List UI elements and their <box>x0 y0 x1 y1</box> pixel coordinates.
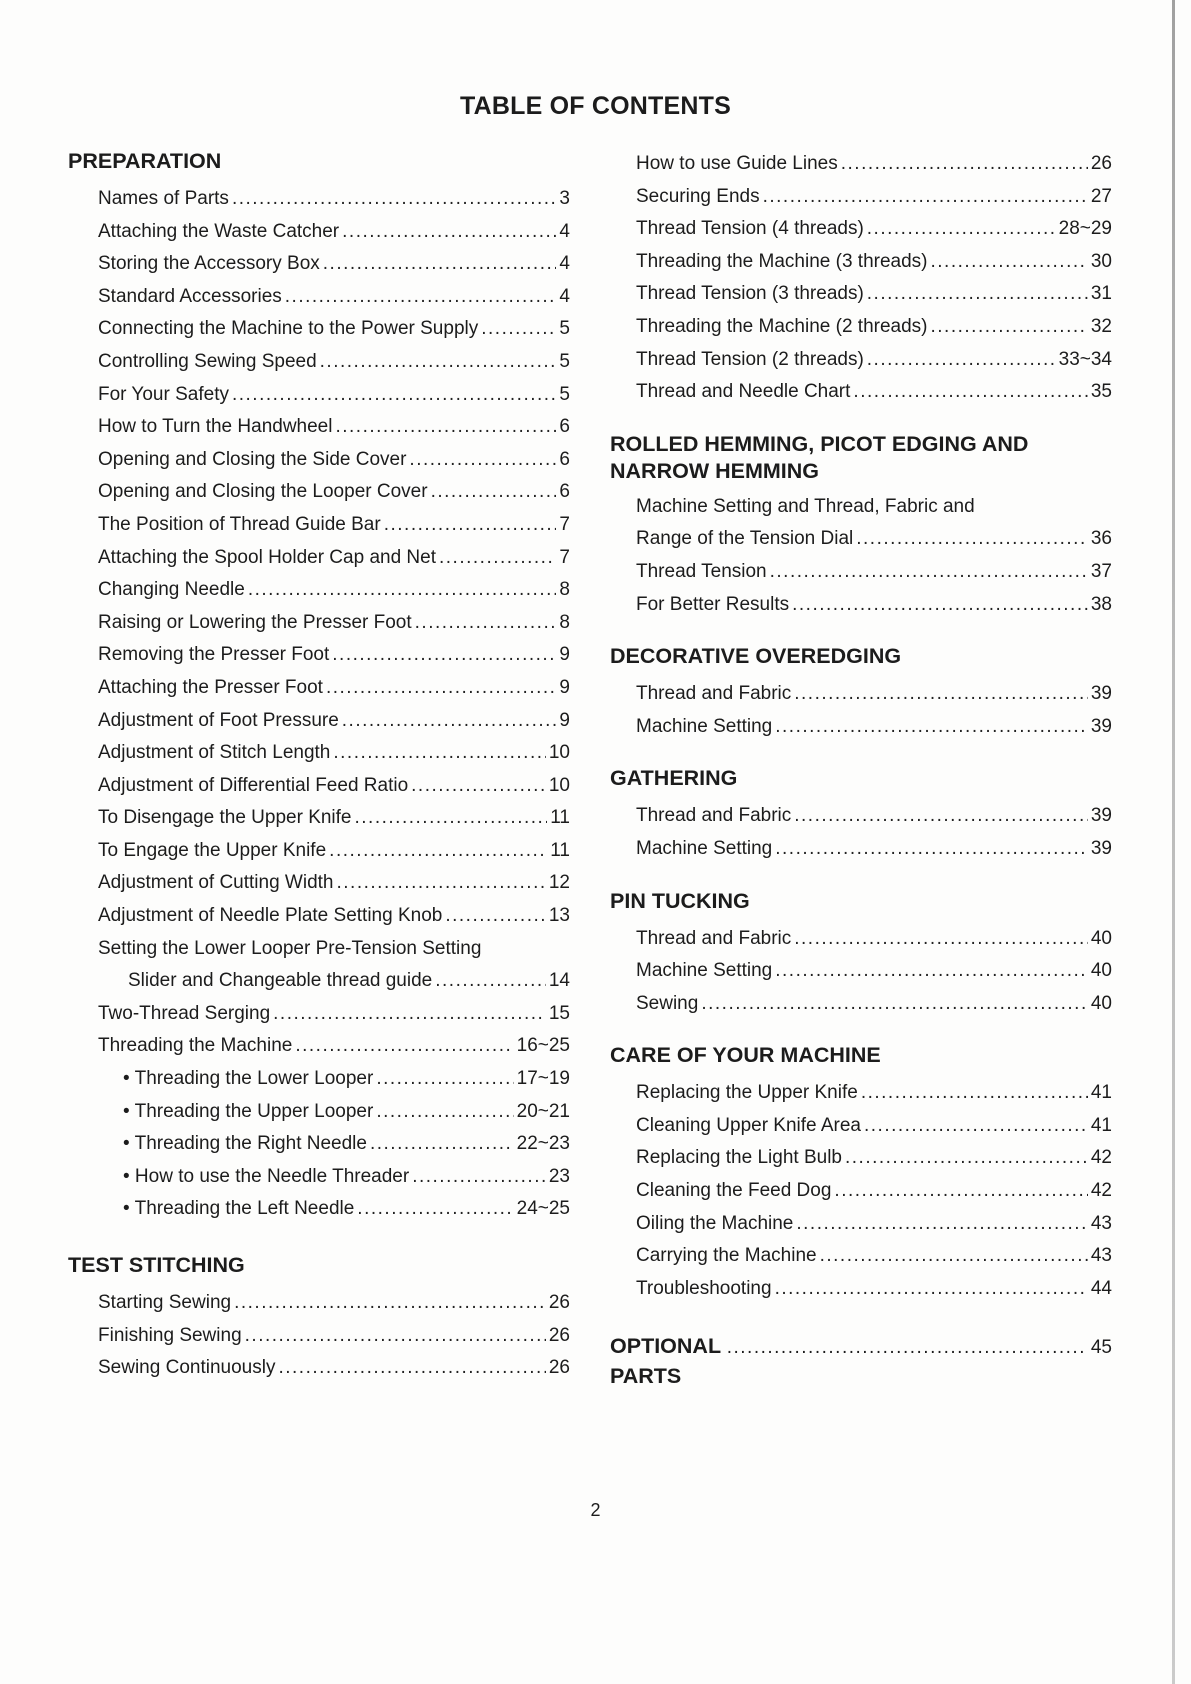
dot-leader <box>376 1096 513 1129</box>
section-rolled-hemming <box>610 431 1112 621</box>
toc-entry[interactable] <box>98 346 570 379</box>
toc-entry[interactable] <box>98 998 570 1031</box>
dot-leader <box>796 1208 1087 1241</box>
toc-entry-page: 40 <box>1090 927 1112 949</box>
toc-entry-page: 26 <box>548 1292 570 1313</box>
toc-entry-label: Connecting the Machine to the Power Supply <box>98 318 479 340</box>
dot-leader <box>332 639 556 672</box>
toc-entry-label: Cleaning the Feed Dog <box>636 1180 832 1202</box>
toc-entry-page: 42 <box>1090 1180 1112 1202</box>
toc-entry[interactable] <box>636 1142 1112 1175</box>
toc-entry[interactable] <box>636 923 1112 956</box>
dot-leader <box>794 923 1088 956</box>
section-heading-optional-parts: OPTIONAL PARTS <box>610 1334 721 1389</box>
toc-entry-page: 26 <box>1090 153 1112 174</box>
toc-entry[interactable] <box>636 833 1112 866</box>
toc-entry-label: Storing the Accessory Box <box>98 253 320 275</box>
toc-entry[interactable] <box>636 311 1112 344</box>
dot-leader <box>867 213 1056 246</box>
dot-leader <box>481 313 556 346</box>
toc-entry-label: Adjustment of Needle Plate Setting Knob <box>98 905 443 927</box>
test-stitching-entries <box>68 1287 570 1385</box>
dot-leader <box>763 181 1088 214</box>
toc-entry[interactable] <box>636 1077 1112 1110</box>
toc-entry-label: Adjustment of Stitch Length <box>98 742 331 764</box>
pin-tucking-entries <box>610 923 1112 1021</box>
dot-leader <box>278 1352 545 1385</box>
toc-entry-label: Attaching the Spool Holder Cap and Net <box>98 546 436 568</box>
toc-entry[interactable] <box>98 574 570 607</box>
toc-entry-page: 8 <box>559 579 570 601</box>
toc-sub-entry[interactable] <box>98 1063 570 1096</box>
toc-entry[interactable] <box>636 523 1112 556</box>
toc-entry-page: 5 <box>559 383 570 405</box>
dot-leader <box>355 802 548 835</box>
toc-entry-label: Machine Setting <box>636 960 773 982</box>
toc-left-column <box>68 148 570 1385</box>
toc-entry[interactable] <box>636 955 1112 988</box>
toc-entry[interactable] <box>98 248 570 281</box>
dot-leader <box>853 376 1087 409</box>
preparation-entries-after <box>68 998 570 1063</box>
toc-entry-page: 7 <box>559 513 570 535</box>
dot-leader <box>834 1175 1087 1208</box>
toc-entry[interactable] <box>636 213 1112 246</box>
toc-entry[interactable] <box>98 476 570 509</box>
toc-entry-page: 6 <box>559 448 570 470</box>
toc-entry-label: How to use Guide Lines <box>636 153 838 174</box>
toc-entry-label: Sewing <box>636 992 699 1014</box>
dot-leader <box>820 1240 1088 1273</box>
dot-leader <box>931 311 1088 344</box>
toc-entry[interactable] <box>636 988 1112 1021</box>
toc-entry-label: Attaching the Waste Catcher <box>98 220 340 242</box>
section-continued <box>610 148 1112 409</box>
dot-leader <box>411 770 546 803</box>
dot-leader <box>775 1273 1088 1306</box>
section-care <box>610 1042 1112 1305</box>
toc-entry-label: Attaching the Presser Foot <box>98 676 323 698</box>
toc-entry[interactable] <box>636 556 1112 589</box>
toc-entry-page: 3 <box>559 188 570 209</box>
toc-entry-page: 17~19 <box>516 1068 570 1090</box>
gathering-entries <box>610 800 1112 865</box>
toc-entry-label: Threading the Machine <box>98 1035 293 1057</box>
dot-leader <box>273 998 546 1031</box>
section-heading-gathering: GATHERING <box>610 766 738 791</box>
toc-entry-label: How to Turn the Handwheel <box>98 416 333 438</box>
toc-entry[interactable] <box>98 313 570 346</box>
toc-entry[interactable] <box>98 672 570 705</box>
toc-entry[interactable] <box>636 1240 1112 1273</box>
toc-entry-label: Raising or Lowering the Presser Foot <box>98 611 412 633</box>
toc-entry-page: 41 <box>1090 1114 1112 1136</box>
toc-entry[interactable] <box>98 444 570 477</box>
toc-entry-label: Replacing the Light Bulb <box>636 1147 842 1169</box>
toc-entry[interactable] <box>98 183 570 216</box>
toc-entry-label: • Threading the Right Needle <box>123 1133 367 1155</box>
toc-entry-page: 23 <box>548 1165 570 1187</box>
dot-leader <box>409 444 556 477</box>
section-decorative-overedging <box>610 643 1112 743</box>
dot-leader <box>337 867 546 900</box>
toc-entry-page: 42 <box>1090 1147 1112 1169</box>
toc-entry-page: 39 <box>1090 683 1112 705</box>
toc-entry[interactable] <box>98 900 570 933</box>
toc-entry-label: Finishing Sewing <box>98 1324 242 1346</box>
toc-entry-label: To Disengage the Upper Knife <box>98 807 352 829</box>
toc-entry[interactable] <box>98 411 570 444</box>
dot-leader <box>445 900 546 933</box>
toc-entry-page: 24~25 <box>516 1198 570 1220</box>
dot-leader <box>794 678 1088 711</box>
dot-leader <box>232 183 556 216</box>
toc-entry-label: • Threading the Lower Looper <box>123 1068 374 1090</box>
dot-leader <box>323 248 557 281</box>
toc-entry-page: 44 <box>1090 1277 1112 1299</box>
toc-entry[interactable] <box>98 639 570 672</box>
toc-entry-page: 26 <box>548 1357 570 1379</box>
toc-entry-label: Threading the Machine (2 threads) <box>636 315 928 337</box>
toc-entry-page: 20~21 <box>516 1100 570 1122</box>
dot-leader <box>775 955 1088 988</box>
toc-entry-page: 7 <box>559 546 570 568</box>
dot-leader <box>701 988 1088 1021</box>
toc-entry-label: Replacing the Upper Knife <box>636 1082 858 1104</box>
toc-entry[interactable] <box>636 246 1112 279</box>
section-heading-pin-tucking: PIN TUCKING <box>610 888 750 913</box>
toc-entry[interactable] <box>98 867 570 900</box>
toc-entry-page: 4 <box>559 253 570 275</box>
continued-entries <box>610 148 1112 409</box>
toc-entry-label: Opening and Closing the Side Cover <box>98 448 407 470</box>
toc-entry-label: Machine Setting and Thread, Fabric and <box>636 495 975 517</box>
toc-entry-page: 13 <box>548 905 570 927</box>
toc-entry-page: 28~29 <box>1058 218 1112 240</box>
toc-entry-page: 26 <box>548 1324 570 1346</box>
toc-entry-page: 43 <box>1090 1245 1112 1267</box>
toc-entry-page: 32 <box>1090 315 1112 337</box>
toc-entry[interactable] <box>636 1273 1112 1306</box>
toc-entry-page: 40 <box>1090 960 1112 982</box>
toc-entry[interactable] <box>98 770 570 803</box>
toc-entry-page: 35 <box>1090 381 1112 403</box>
toc-entry-label: The Position of Thread Guide Bar <box>98 513 381 535</box>
dot-leader <box>376 1063 513 1096</box>
toc-entry-label: Thread and Fabric <box>636 683 792 705</box>
dot-leader <box>370 1128 514 1161</box>
section-pin-tucking <box>610 888 1112 1021</box>
dot-leader <box>727 1333 1085 1363</box>
dot-leader <box>333 737 545 770</box>
toc-entry-label: Troubleshooting <box>636 1277 772 1299</box>
toc-entry-page: 40 <box>1090 992 1112 1014</box>
dot-leader <box>234 1287 546 1320</box>
toc-entry-label: Opening and Closing the Looper Cover <box>98 481 428 503</box>
toc-entry[interactable] <box>636 1175 1112 1208</box>
section-heading-line: ROLLED HEMMING, PICOT EDGING AND <box>610 431 1029 456</box>
toc-entry-page: 10 <box>548 774 570 796</box>
dot-leader <box>329 835 547 868</box>
section-heading-rolled-hemming <box>610 431 1112 485</box>
toc-entry-label: Standard Accessories <box>98 285 282 307</box>
toc-entry-label: Thread Tension <box>636 560 767 582</box>
dot-leader <box>861 1077 1088 1110</box>
toc-entry-label: To Engage the Upper Knife <box>98 839 327 861</box>
toc-entry-page: 11 <box>550 839 570 861</box>
dot-leader <box>415 607 557 640</box>
section-heading-line: NARROW HEMMING <box>610 458 820 483</box>
toc-entry-page: 6 <box>559 416 570 438</box>
toc-entry-page: 27 <box>1090 185 1112 207</box>
toc-entry[interactable] <box>98 705 570 738</box>
dot-leader <box>357 1193 513 1226</box>
toc-entry-page: 37 <box>1090 560 1112 582</box>
toc-entry-page: 15 <box>548 1002 570 1024</box>
toc-entry[interactable] <box>98 607 570 640</box>
toc-sub-entry[interactable] <box>98 1161 570 1194</box>
dot-leader <box>335 411 556 444</box>
toc-right-column <box>610 148 1112 1391</box>
dot-leader <box>841 148 1088 181</box>
toc-entry[interactable] <box>636 800 1112 833</box>
toc-entry-label: Cleaning Upper Knife Area <box>636 1114 861 1136</box>
toc-entry-optional-parts[interactable] <box>610 1331 1112 1391</box>
toc-sub-entry[interactable] <box>98 1193 570 1226</box>
dot-leader <box>342 705 557 738</box>
toc-entry-page: 45 <box>1090 1337 1112 1359</box>
dot-leader <box>775 711 1088 744</box>
dot-leader <box>320 346 557 379</box>
toc-entry-page: 39 <box>1090 715 1112 737</box>
toc-entry[interactable] <box>636 181 1112 214</box>
toc-entry[interactable] <box>98 1352 570 1385</box>
toc-entry-label: Range of the Tension Dial <box>636 528 854 550</box>
toc-entry-label: Machine Setting <box>636 715 773 737</box>
toc-entry-label: Thread and Needle Chart <box>636 381 851 403</box>
toc-entry-label: Changing Needle <box>98 579 245 601</box>
dot-leader <box>435 965 546 998</box>
toc-entry-label: Names of Parts <box>98 188 229 209</box>
dot-leader <box>794 800 1088 833</box>
dot-leader <box>248 574 557 607</box>
toc-entry-label: Machine Setting <box>636 837 773 859</box>
dot-leader <box>342 216 556 249</box>
dot-leader <box>245 1320 546 1353</box>
rolled-hemming-multiline-entry <box>610 491 1112 556</box>
section-heading-care: CARE OF YOUR MACHINE <box>610 1043 881 1068</box>
dot-leader <box>845 1142 1088 1175</box>
toc-entry-page: 4 <box>559 220 570 242</box>
toc-entry-page: 36 <box>1090 528 1112 550</box>
dot-leader <box>384 509 557 542</box>
toc-entry-page: 4 <box>559 285 570 307</box>
toc-sub-entry[interactable] <box>98 1128 570 1161</box>
toc-entry-page: 22~23 <box>516 1133 570 1155</box>
toc-entry-page: 5 <box>559 318 570 340</box>
section-test-stitching <box>68 1252 570 1385</box>
toc-entry[interactable] <box>98 542 570 575</box>
scan-edge-shadow <box>1172 0 1175 1684</box>
toc-entry[interactable] <box>98 281 570 314</box>
toc-entry[interactable] <box>98 933 570 966</box>
toc-entry-label: Thread Tension (4 threads) <box>636 218 864 240</box>
dot-leader <box>770 556 1088 589</box>
section-heading-decorative-overedging: DECORATIVE OVEREDGING <box>610 644 902 669</box>
toc-entry-label: Controlling Sewing Speed <box>98 350 317 372</box>
toc-entry[interactable] <box>98 379 570 412</box>
toc-entry-page: 43 <box>1090 1212 1112 1234</box>
dot-leader <box>295 1030 513 1063</box>
dot-leader <box>856 523 1088 556</box>
toc-entry-page: 16~25 <box>516 1035 570 1057</box>
dot-leader <box>439 542 556 575</box>
toc-entry-page: 6 <box>559 481 570 503</box>
toc-entry[interactable] <box>636 278 1112 311</box>
toc-entry-label: Thread Tension (3 threads) <box>636 283 864 305</box>
decorative-overedging-entries <box>610 678 1112 743</box>
toc-entry-label: Adjustment of Cutting Width <box>98 872 334 894</box>
care-entries <box>610 1077 1112 1305</box>
toc-entry-page: 9 <box>559 676 570 698</box>
dot-leader <box>931 246 1088 279</box>
toc-entry-label: Oiling the Machine <box>636 1212 794 1234</box>
toc-entry-page: 39 <box>1090 837 1112 859</box>
preparation-multiline-entry <box>68 933 570 998</box>
toc-entry[interactable] <box>636 1208 1112 1241</box>
toc-entry[interactable] <box>636 1110 1112 1143</box>
toc-entry-page: 41 <box>1090 1082 1112 1104</box>
toc-entry[interactable] <box>98 965 570 998</box>
toc-entry[interactable] <box>636 148 1112 181</box>
dot-leader <box>412 1161 546 1194</box>
toc-entry-label: Removing the Presser Foot <box>98 644 330 666</box>
toc-entry[interactable] <box>98 1030 570 1063</box>
toc-entry-label: Adjustment of Differential Feed Ratio <box>98 774 409 796</box>
toc-entry-page: 33~34 <box>1058 348 1112 370</box>
toc-entry-label: Slider and Changeable thread guide <box>128 970 433 992</box>
toc-entry-page: 39 <box>1090 805 1112 827</box>
toc-entry[interactable] <box>98 509 570 542</box>
toc-entry-label: Two-Thread Serging <box>98 1002 271 1024</box>
page-number: 2 <box>590 1500 601 1520</box>
toc-entry-label: For Better Results <box>636 593 790 615</box>
section-gathering <box>610 765 1112 865</box>
toc-entry[interactable] <box>98 802 570 835</box>
toc-entry[interactable] <box>636 678 1112 711</box>
dot-leader <box>867 278 1088 311</box>
toc-entry-label: Adjustment of Foot Pressure <box>98 709 339 731</box>
toc-entry-label: Thread and Fabric <box>636 927 792 949</box>
toc-entry-page: 38 <box>1090 593 1112 615</box>
section-heading-preparation: PREPARATION <box>68 149 222 173</box>
threading-sub-entries <box>68 1063 570 1226</box>
toc-entry-page: 14 <box>548 970 570 992</box>
toc-entry-page: 9 <box>559 644 570 666</box>
toc-entry-label: • How to use the Needle Threader <box>123 1165 410 1187</box>
toc-entry-label: Thread Tension (2 threads) <box>636 348 864 370</box>
toc-entry-label: • Threading the Upper Looper <box>123 1100 374 1122</box>
toc-entry-label: Setting the Lower Looper Pre-Tension Setting <box>98 937 482 959</box>
toc-entry-label: • Threading the Left Needle <box>123 1198 355 1220</box>
toc-entry[interactable] <box>98 835 570 868</box>
dot-leader <box>431 476 557 509</box>
dot-leader <box>285 281 557 314</box>
toc-entry[interactable] <box>636 589 1112 622</box>
toc-entry[interactable] <box>636 344 1112 377</box>
toc-sub-entry[interactable] <box>98 1096 570 1129</box>
dot-leader <box>792 589 1088 622</box>
toc-entry-page: 11 <box>550 807 570 829</box>
toc-entry-page: 8 <box>559 611 570 633</box>
toc-entry[interactable] <box>636 711 1112 744</box>
dot-leader <box>232 379 556 412</box>
toc-entry-page: 5 <box>559 350 570 372</box>
toc-entry-page: 31 <box>1090 283 1112 305</box>
section-heading-test-stitching: TEST STITCHING <box>68 1253 245 1277</box>
toc-entry[interactable] <box>98 737 570 770</box>
toc-entry[interactable] <box>636 376 1112 409</box>
section-preparation <box>68 148 570 1226</box>
page-title: TABLE OF CONTENTS <box>460 92 731 120</box>
toc-entry-page: 12 <box>548 872 570 894</box>
toc-entry-label: Thread and Fabric <box>636 805 792 827</box>
toc-entry[interactable] <box>636 491 1112 524</box>
toc-entry-label: Carrying the Machine <box>636 1245 817 1267</box>
toc-entry[interactable] <box>98 1287 570 1320</box>
toc-entry-label: Securing Ends <box>636 185 760 207</box>
dot-leader <box>326 672 556 705</box>
toc-entry-label: Threading the Machine (3 threads) <box>636 250 928 272</box>
dot-leader <box>867 344 1056 377</box>
toc-entry[interactable] <box>98 216 570 249</box>
preparation-entries <box>68 183 570 933</box>
toc-entry[interactable] <box>98 1320 570 1353</box>
toc-entry-page: 10 <box>548 742 570 764</box>
dot-leader <box>864 1110 1088 1143</box>
toc-entry-label: Starting Sewing <box>98 1292 232 1313</box>
toc-entry-page: 30 <box>1090 250 1112 272</box>
rolled-hemming-entries <box>610 556 1112 621</box>
toc-entry-label: For Your Safety <box>98 383 229 405</box>
toc-entry-label: Sewing Continuously <box>98 1357 276 1379</box>
dot-leader <box>775 833 1088 866</box>
toc-entry-page: 9 <box>559 709 570 731</box>
